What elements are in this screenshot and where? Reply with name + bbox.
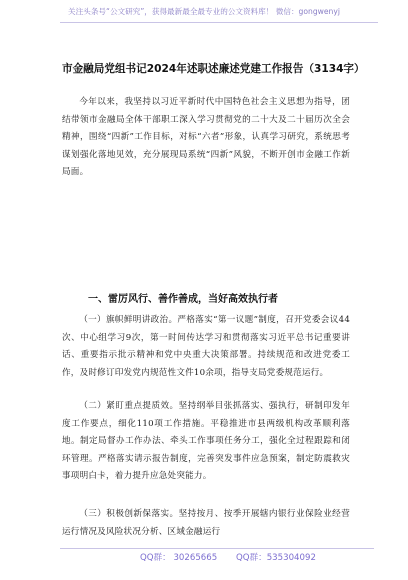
header-banner: 关注头条号“公文研究”，获得最新最全最专业的公文资料库！ 微信：gongwenyj <box>68 7 340 16</box>
header-divider <box>60 22 378 23</box>
document-title: 市金融局党组书记2024年述职述廉述党建工作报告（3134字） <box>62 63 365 75</box>
paragraph-3: （三）积极创新保落实。坚持按月、按季开展辖内银行业保险业经营运行情况及风险状况分析、区域金融运行 <box>62 509 350 537</box>
footer-divider <box>60 548 374 549</box>
section-heading: 一、雷厉风行、善作善成，当好高效执行者 <box>88 294 278 305</box>
paragraph-1: （一）旗帜鲜明讲政治。严格落实“第一议题”制度，召开党委会议44次、中心组学习9次，第一时间传达学习和贯彻落实习近平总书记重要讲话、重要指示批示精神和党中央重大决策部署。持续规范和改进党委工作，及时修订印发党内规范性文件10余项，指导支局党委规范运行。 <box>62 315 350 378</box>
paragraph-2: （二）紧盯重点提质效。坚持纲举目张抓落实、强执行，研制印发年度工作要点，细化110项工作措施。平稳推进市县两级机构改革顺利落地。制定局督办工作办法、牵头工作事项任务分工，强化全过程跟踪和闭环管理。严格落实请示报告制度，完善突发事件应急预案，制定防震救灾事项明白卡，着力提升应急处突能力。 <box>62 401 350 482</box>
qq-group-right: QQ群：535304092 <box>236 553 316 563</box>
intro-paragraph: 今年以来，我坚持以习近平新时代中国特色社会主义思想为指导，团结带领市金融局全体干部职工深入学习贯彻党的二十大及二十届历次全会精神，围绕“四新”工作目标，对标“六者”形象，认真学习研究，系统思考谋划强化落地见效，充分展现局系统“四新”风貌，不断开创市金融工作新局面。 <box>62 97 350 178</box>
qq-group-left: QQ群： 30265665 <box>140 553 218 563</box>
